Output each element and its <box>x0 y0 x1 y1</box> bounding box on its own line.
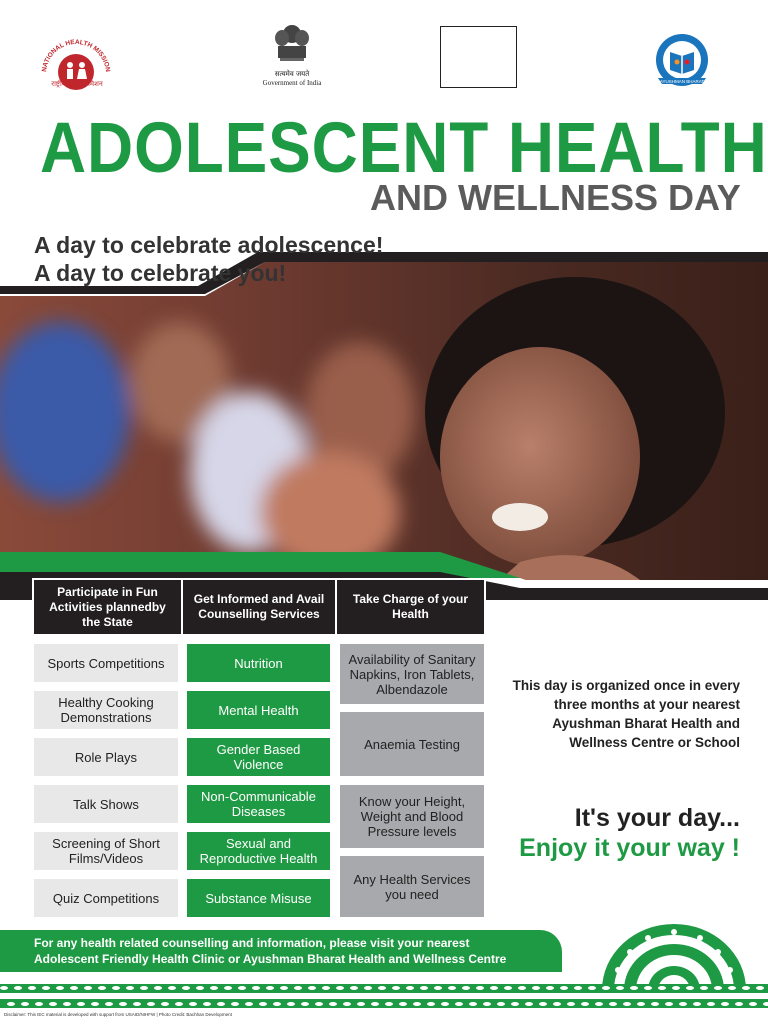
placeholder-logo-box <box>440 26 517 88</box>
footer-line-1: For any health related counselling and information, please visit your nearest <box>34 936 470 950</box>
decorative-border-strip <box>0 984 768 1008</box>
activity-item: Screening of Short Films/Videos <box>34 832 178 870</box>
activity-item: Sports Competitions <box>34 644 178 682</box>
counselling-item: Sexual and Reproductive Health <box>187 832 330 870</box>
abhwc-caption: AYUSHMAN BHARAT <box>659 79 705 84</box>
tagline-line-1: A day to celebrate adolescence! <box>34 232 384 258</box>
decorative-mandala-icon <box>596 918 752 990</box>
health-service-item: Anaemia Testing <box>340 712 484 776</box>
nhm-name: NATIONAL HEALTH MISSION <box>41 38 111 73</box>
tagline-line-2: A day to celebrate you! <box>34 260 287 286</box>
counselling-item: Non-Communicable Diseases <box>187 785 330 823</box>
government-of-india: Government of India <box>262 79 322 87</box>
schedule-info: This day is organized once in every three months at your nearest Ayushman Bharat Health and Wellness Centre or School <box>512 678 740 750</box>
activity-item: Quiz Competitions <box>34 879 178 917</box>
footer-message <box>34 935 564 967</box>
footer-line-2: Adolescent Friendly Health Clinic or Ayushman Bharat Health and Wellness Centre <box>34 952 507 966</box>
header-take-charge: Take Charge of your Health <box>335 578 486 636</box>
nhm-tagline: राष्ट्रीय स्वास्थ्य मिशन <box>51 80 103 88</box>
page-subtitle: AND WELLNESS DAY <box>370 177 741 218</box>
disclaimer-text: Disclaimer: This IEC material is developed with support from USAID/NIHFW | Photo Credit: Bachhan Development <box>4 1012 232 1017</box>
counselling-item: Mental Health <box>187 691 330 729</box>
activity-item: Talk Shows <box>34 785 178 823</box>
activity-item: Healthy Cooking Demonstrations <box>34 691 178 729</box>
hero-photo <box>0 262 768 580</box>
activity-item: Role Plays <box>34 738 178 776</box>
ayushman-bharat-logo <box>636 24 728 86</box>
health-service-item: Any Health Services you need <box>340 856 484 917</box>
emblem-caption <box>248 70 336 88</box>
health-service-item: Availability of Sanitary Napkins, Iron Tablets, Albendazole <box>340 644 484 704</box>
header-participate: Participate in Fun Activities plannedby the State <box>32 578 183 636</box>
slogan-line-2: Enjoy it your way ! <box>519 834 740 862</box>
slogan-line-1: It's your day... <box>574 804 740 832</box>
page-title: ADOLESCENT HEALTH <box>40 109 768 188</box>
counselling-item: Gender Based Violence <box>187 738 330 776</box>
header-get-informed: Get Informed and Avail Counselling Services <box>181 578 337 636</box>
emblem-motto: सत्यमेव जयते <box>274 70 310 78</box>
health-service-item: Know your Height, Weight and Blood Pressure levels <box>340 785 484 848</box>
counselling-item: Substance Misuse <box>187 879 330 917</box>
counselling-item: Nutrition <box>187 644 330 682</box>
